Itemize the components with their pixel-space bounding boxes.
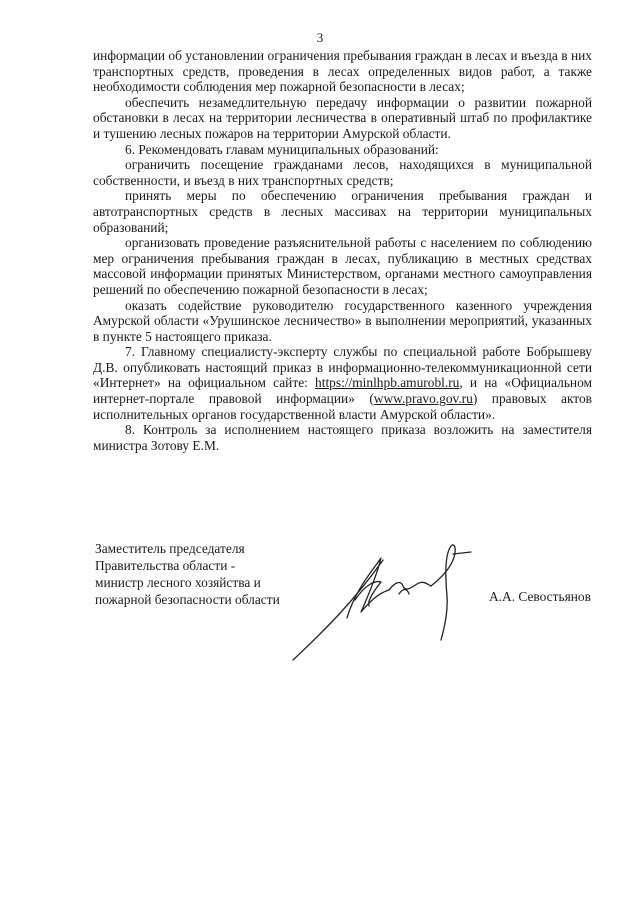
paragraph-item-6-heading: 6. Рекомендовать главам муниципальных образований: — [125, 141, 439, 157]
paragraph-fire-info-transfer: обеспечить незамедлительную передачу информации о развитии пожарной обстановки в лесах на территории лесничества в оперативный штаб по профилактике и тушению лесных пожаров на территории Амурской области. — [93, 94, 592, 141]
signatory-title-line: министр лесного хозяйства и — [95, 575, 261, 590]
paragraph-forest-restriction-info: информации об установлении ограничения пребывания граждан в лесах и въезда в них транспортных средств, проведения в лесах определенных видов работ, а также необходимости соблюдения мер пожарной безопасности в лесах; — [93, 48, 592, 95]
ministry-site-link[interactable]: https://minlhpb.amurobl.ru — [315, 375, 460, 391]
signatory-title-line: Правительства области - — [95, 558, 236, 573]
paragraph-item-8: 8. Контроль за исполнением настоящего приказа возложить на заместителя министра Зотову Е.М. — [93, 422, 592, 453]
handwritten-signature — [285, 530, 485, 665]
item-7-text-after: ) правовых актов исполнительных органов государственной власти Амурской области». — [93, 391, 592, 422]
paragraph-limit-visits: ограничить посещение гражданами лесов, находящихся в муниципальной собственности, и въезд в них транспортных средств; — [93, 157, 592, 188]
document-body — [93, 48, 592, 453]
paragraph-take-measures: принять меры по обеспечению ограничения пребывания граждан и автотранспортных средств в лесных массивах на территории муниципальных образований; — [93, 188, 592, 235]
signatory-title-line: Заместитель председателя — [95, 541, 245, 556]
item-7-text-middle: , и на «Официальном интернет-портале правовой информации» ( — [93, 375, 593, 407]
paragraph-item-7 — [93, 344, 592, 422]
item-7-text-before: 7. Главному специалисту-эксперту службы по специальной работе Бобрышеву Д.В. опубликовать настоящий приказ в информационно-телекоммуникационной сети «Интернет» на официальном сайте: — [93, 344, 592, 391]
page-number: 3 — [316, 30, 324, 45]
pravo-portal-link[interactable]: www.pravo.gov.ru — [373, 391, 473, 407]
paragraph-outreach-work: организовать проведение разъяснительной работы с населением по соблюдению мер ограничения пребывания граждан в лесах, публикацию в местных средствах массовой информации принятых Министерством, органами местного самоуправления решений по обеспечению пожарной безопасности в лесах; — [93, 235, 592, 297]
signatory-name: А.А. Севостьянов — [489, 589, 591, 604]
paragraph-assist-forestry: оказать содействие руководителю государственного казенного учреждения Амурской области «Урушинское лесничество» в выполнении мероприятий, указанных в пункте 5 настоящего приказа. — [93, 297, 592, 344]
signatory-title-line: пожарной безопасности области — [95, 592, 280, 607]
